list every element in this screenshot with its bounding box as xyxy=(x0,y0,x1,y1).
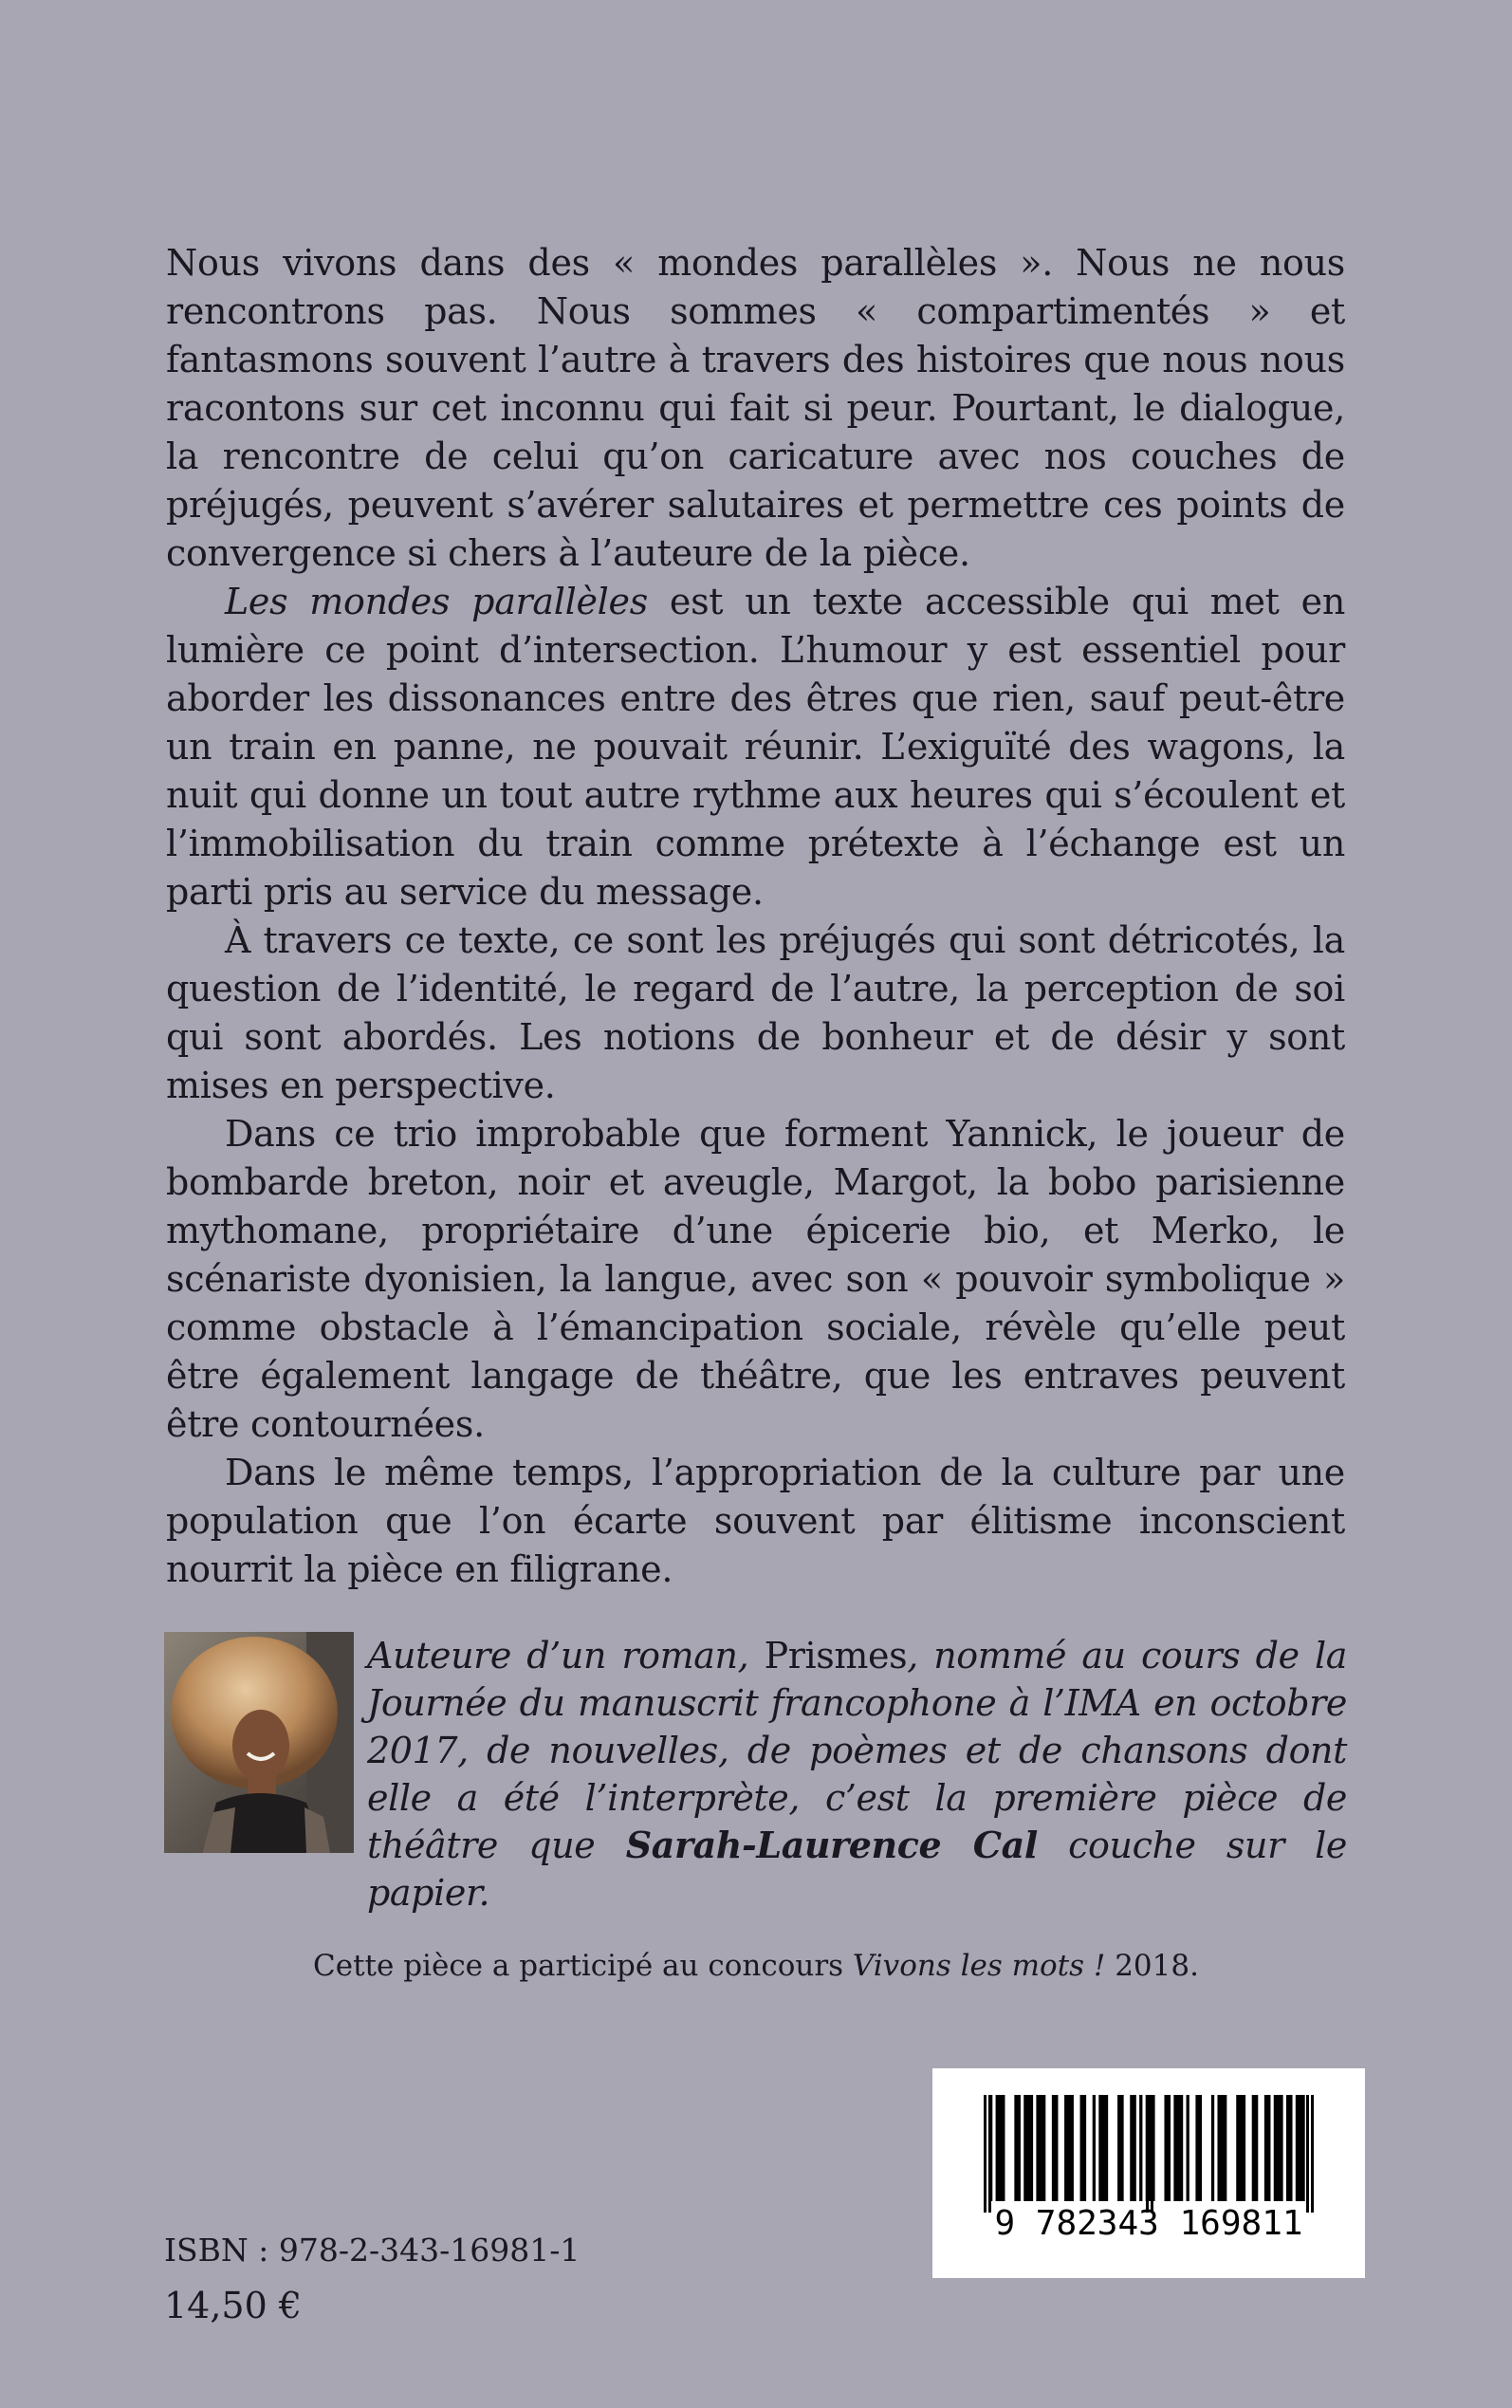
barcode-bar xyxy=(1217,2095,1226,2201)
barcode-guard-bar xyxy=(1306,2095,1309,2213)
contest-note xyxy=(0,1947,1512,1985)
barcode-guard-bar xyxy=(988,2095,991,2213)
back-cover-text xyxy=(166,239,1345,1594)
paragraph-1: Nous vivons dans des « mondes parallèles ». Nous ne nous rencontrons pas. Nous sommes « compartimentés » et fantasmons souvent l’autre à travers des histoires que nous nous racontons sur cet inconnu qui fait si peur. Pourtant, le dialogue, la rencontre de celui qu’on caricature avec nos couches de préjugés, peuvent s’avérer salutaires et permettre ces points de convergence si chers à l’auteure de la pièce. xyxy=(166,242,1345,574)
contest-name: Vivons les mots ! xyxy=(852,1949,1106,1983)
barcode-guard-bar xyxy=(1151,2095,1153,2213)
barcode-bar xyxy=(1164,2095,1171,2201)
barcode-bar xyxy=(1139,2095,1142,2201)
author-name: Sarah-Laurence Cal xyxy=(625,1824,1038,1866)
barcode-guard-bar xyxy=(1146,2095,1149,2213)
barcode-bar xyxy=(1093,2095,1096,2201)
paragraph-5: Dans le même temps, l’appropriation de la culture par une population que l’on écarte souvent par élitisme inconscient nourrit la pièce en filigrane. xyxy=(166,1452,1345,1590)
paragraph-2-body: est un texte accessible qui met en lumière ce point d’intersection. L’humour y est essentiel pour aborder les dissonances entre des êtres que rien, sauf peut-être un train en panne, ne pouvait réunir. L’exiguïté des wagons, la nuit qui donne un tout autre rythme aux heures qui s’écoulent et l’immobilisation du train comme prétexte à l’échange est un parti pris au service du message. xyxy=(166,581,1345,913)
barcode-image xyxy=(932,2068,1365,2278)
paragraph-2 xyxy=(166,578,1345,917)
contest-suffix: 2018. xyxy=(1105,1949,1199,1983)
barcode-bar xyxy=(996,2095,1005,2201)
barcode-bar xyxy=(1236,2095,1245,2201)
barcode-bar xyxy=(1080,2095,1087,2201)
barcode-bar xyxy=(1064,2095,1074,2201)
barcode-bar xyxy=(1286,2095,1293,2201)
barcode-bar xyxy=(1187,2095,1189,2201)
author-bio xyxy=(164,1632,1347,1914)
barcode-bar xyxy=(1023,2095,1033,2201)
barcode-bar xyxy=(1014,2095,1021,2201)
bio-part-2: , nommé au cours de la Journée du manuscrit francophone à l’IMA en octobre 2017, de nouvelles, de poèmes et de chansons dont elle a été l’interprète, c’est la première pièce de théâtre que xyxy=(367,1635,1347,1866)
play-title: Les mondes parallèles xyxy=(225,581,648,622)
barcode xyxy=(932,2068,1365,2278)
contest-prefix: Cette pièce a participé au concours xyxy=(313,1949,853,1983)
barcode-guard-bar xyxy=(1311,2095,1314,2213)
barcode-bar xyxy=(1036,2095,1045,2201)
barcode-bar xyxy=(1173,2095,1183,2201)
bio-part-3: couche sur le papier. xyxy=(367,1825,1347,1914)
barcode-bar xyxy=(1296,2095,1305,2201)
barcode-bar xyxy=(1052,2095,1059,2201)
barcode-bar xyxy=(1195,2095,1202,2201)
novel-title: Prismes xyxy=(764,1635,908,1676)
barcode-guard-bar xyxy=(984,2095,986,2213)
barcode-bar xyxy=(1117,2095,1124,2201)
barcode-bar xyxy=(1252,2095,1259,2201)
bio-text xyxy=(367,1632,1347,1917)
isbn: ISBN : 978-2-343-16981-1 xyxy=(164,2232,581,2269)
paragraph-3: À travers ce texte, ce sont les préjugés qui sont détricotés, la question de l’identité, le regard de l’autre, la perception de soi qui sont abordés. Les notions de bonheur et de désir y sont mises en perspective. xyxy=(166,919,1345,1106)
barcode-bar xyxy=(1098,2095,1108,2201)
author-photo xyxy=(164,1632,354,1853)
barcode-digits: 9 782343 169811 xyxy=(994,2204,1303,2243)
author-portrait-image xyxy=(164,1632,354,1853)
price: 14,50 € xyxy=(164,2285,303,2326)
barcode-bar xyxy=(1274,2095,1283,2201)
barcode-bar xyxy=(1130,2095,1136,2201)
bio-part-1: Auteure d’un roman, xyxy=(367,1635,765,1676)
barcode-bar xyxy=(1264,2095,1271,2201)
barcode-bar xyxy=(1211,2095,1214,2201)
paragraph-4: Dans ce trio improbable que forment Yannick, le joueur de bombarde breton, noir et aveugle, Margot, la bobo parisienne mythomane, propriétaire d’une épicerie bio, et Merko, le scénariste dyonisien, la langue, avec son « pouvoir symbolique » comme obstacle à l’émancipation sociale, révèle qu’elle peut être également langage de théâtre, que les entraves peuvent être contournées. xyxy=(166,1113,1345,1445)
